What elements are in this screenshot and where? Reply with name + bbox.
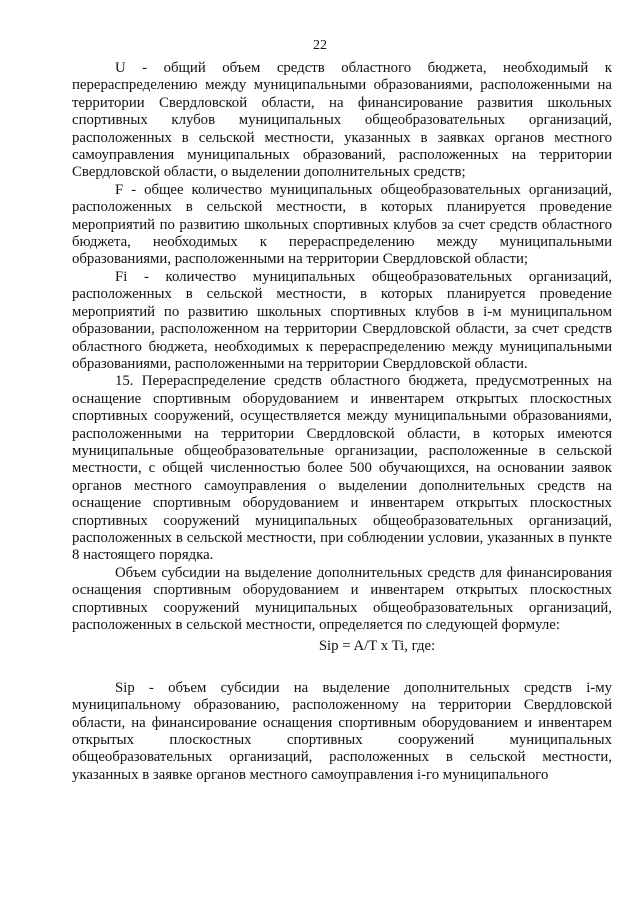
page-number: 22 [313, 38, 327, 53]
paragraph-clause-15: 15. Перераспределение средств областного бюджета, предусмотренных на оснащение спортивным оборудованием и инвентарем открытых плоскостных спортивных сооружений, осуществляется между муниципальными образованиями, расположенными на территории Свердловской области, в которых имеются муниципальные общеобразовательные организации, расположенные в сельской местности, с общей численностью более 500 обучающихся, на основании заявок органов местного самоуправления о выделении дополнительных средств на оснащение спортивным оборудованием и инвентарем открытых плоскостных спортивных сооружений муниципальных общеобразовательных организаций, расположенных в сельской местности, при соблюдении условии, указанных в пункте 8 настоящего порядка. [72, 373, 612, 564]
paragraph-sip-definition: Sip - объем субсидии на выделение дополнительных средств i-му муниципальному образованию, расположенному на территории Свердловской области, на финансирование оснащения спортивным оборудованием и инвентарем открытых плоскостных спортивных сооружений муниципальных общеобразовательных организаций, расположенных в сельской местности, указанных в заявке органов местного самоуправления i-го муниципального [72, 679, 612, 783]
paragraph-subsidy-volume: Объем субсидии на выделение дополнительных средств для финансирования оснащения спортивным оборудованием и инвентарем открытых плоскостных спортивных сооружений муниципальных общеобразовательных организаций, расположенных в сельской местности, определяется по следующей формуле: [72, 564, 612, 633]
formula: Sip = A/T x Ti, где: [318, 638, 436, 655]
paragraph-f-definition: F - общее количество муниципальных общеобразовательных организаций, расположенных в сельской местности, в которых планируется проведение мероприятий по развитию школьных спортивных клубов за счет средств областного бюджета, необходимых к перераспределению между муниципальными образованиями, расположенными на территории Свердловской области; [72, 181, 612, 268]
paragraph-fi-definition: Fi - количество муниципальных общеобразовательных организаций, расположенных в сельской местности, в которых планируется проведение мероприятий по развитию школьных спортивных клубов в i-м муниципальном образовании, расположенном на территории Свердловской области, за счет средств областного бюджета, необходимых к перераспределению между муниципальными образованиями, расположенными на территории Свердловской области. [72, 268, 612, 372]
paragraph-u-definition: U - общий объем средств областного бюджета, необходимый к перераспределению между муниципальными образованиями, расположенными на территории Свердловской области, на финансирование развития школьных спортивных клубов муниципальных общеобразовательных организаций, расположенных в сельской местности, указанных в заявках органов местного самоуправления муниципальных образований, расположенных на территории Свердловской области, о выделении дополнительных средств; [72, 60, 612, 181]
document-body [72, 60, 612, 784]
